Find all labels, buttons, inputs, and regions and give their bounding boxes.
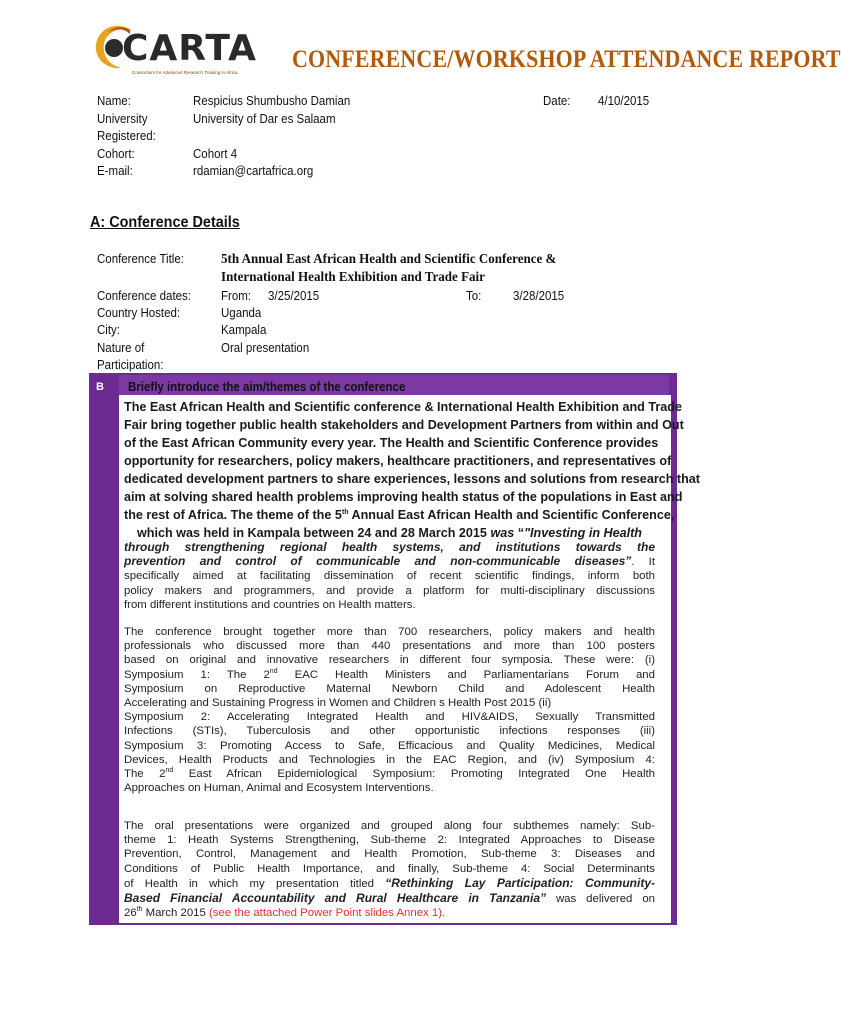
p1b-text: . It (631, 556, 655, 569)
p1-italic: was (490, 526, 515, 540)
university-value: University of Dar es Salaam (193, 112, 336, 126)
p1-line: opportunity for researchers, policy makers, healthcare practitioners, and representatives of (124, 454, 672, 468)
aims-paragraph-1b (124, 540, 655, 612)
university-label-1: University (97, 112, 148, 126)
country-label: Country Hosted: (97, 306, 181, 320)
date-value: 4/10/2015 (598, 94, 650, 108)
nature-value: Oral presentation (221, 341, 310, 355)
p1-line (124, 506, 675, 524)
p3-line (124, 891, 655, 906)
report-title: CONFERENCE/WORKSHOP ATTENDANCE REPORT (292, 44, 841, 73)
section-b-letter: B (96, 381, 104, 393)
p1-text: the rest of Africa. The theme of the 5 (124, 508, 342, 522)
p3-period: . (442, 907, 446, 920)
p3-line: The oral presentations were organized and grouped along four subthemes namely: Sub- (124, 820, 655, 832)
p1b-theme-end: prevention and control of communicable and non-communicable diseases” (124, 554, 632, 569)
p1-text: which was held in Kampala between 24 and 28 March 2015 (136, 526, 491, 540)
carta-logo (92, 22, 258, 80)
p3-line (124, 906, 655, 920)
nature-label-1: Nature of (97, 341, 145, 355)
p2-text: East African Epidemiological Symposium: Promoting Integrated One Health (173, 768, 655, 781)
email-label: E-mail: (97, 164, 133, 178)
city-value: Kampala (221, 323, 267, 337)
p1-line: of the East African Community every year. The Health and Scientific Conference provides (124, 436, 659, 450)
p2-text: EAC Health Ministers and Parliamentarians Forum and (277, 668, 655, 681)
p1-line: dedicated development partners to share experiences, lessons and solutions from research that (124, 472, 700, 486)
section-b-box (89, 373, 700, 925)
p1-text: Annual East African Health and Scientific Conference, (348, 508, 675, 522)
date-label: Date: (543, 94, 571, 108)
p1-line: aim at solving shared health problems improving health status of the populations in East and (124, 490, 683, 504)
conference-title-value (221, 251, 556, 287)
p1b-line: specifically aimed at facilitating dissemination of recent scientific findings, inform both (124, 570, 655, 583)
cohort-value: Cohort 4 (193, 147, 238, 161)
p1-superscript: th (341, 508, 349, 516)
p2-line: Devices, Health Products and Technologies in the EAC Region, and (iv) Symposium 4: (124, 753, 655, 766)
aims-paragraph-1 (124, 398, 700, 542)
from-label: From: (221, 289, 252, 303)
p3-line: theme 1: Heath Systems Strengthening, Sub-theme 2: Integrated Approaches to Disease (124, 834, 655, 847)
p1b-line: through strengthening regional health systems, and institutions towards the (124, 540, 655, 554)
p1-line: The East African Health and Scientific conference & International Health Exhibition and Trade (124, 400, 682, 414)
p3-presentation-title: “Rethinking Lay Participation: Community- (385, 875, 655, 890)
to-value: 3/28/2015 (513, 289, 565, 303)
p2-line: professionals who discussed more than 440 presentations and more than 100 posters (124, 640, 655, 653)
p1b-line: from different institutions and countries on Health matters. (124, 598, 416, 611)
p1b-line: policy makers and programmers, and provide a platform for multi-disciplinary discussions (124, 584, 655, 597)
logo-subtitle: Consortium for Advanced Research Training in Africa (132, 70, 238, 75)
to-label: To: (466, 289, 482, 303)
p3-text: 26 (124, 907, 137, 920)
p3-line (124, 876, 655, 891)
section-b-content (119, 395, 700, 923)
p3-superscript: th (136, 906, 143, 914)
email-value: rdamian@cartafrica.org (193, 164, 314, 178)
p2-line: Symposium 2: Accelerating Integrated Health and HIV&AIDS, Sexually Transmitted (124, 711, 655, 724)
nature-label-2: Participation: (97, 358, 164, 372)
city-label: City: (97, 323, 120, 337)
p3-text: March 2015 (142, 907, 209, 920)
p2-line: based on original and innovative researchers in different four symposia. These were: (i) (124, 654, 655, 667)
conference-title-line-1: 5th Annual East African Health and Scientific Conference & (221, 252, 557, 267)
p1-quote: “ (514, 526, 525, 540)
p3-line: Conditions of Public Health Importance, and finally, Sub-theme 4: Social Determinants (124, 862, 655, 875)
name-label: Name: (97, 94, 131, 108)
p1b-line (124, 554, 655, 569)
conference-title-label: Conference Title: (97, 252, 184, 266)
p2-line: Accelerating and Sustaining Progress in Women and Children s Health Post 2015 (ii) (124, 697, 552, 710)
p2-text: Symposium 1: The 2 (124, 668, 270, 681)
p2-line: Approaches on Human, Animal and Ecosystem Interventions. (124, 782, 434, 795)
name-value: Respicius Shumbusho Damian (193, 94, 351, 108)
p3-line: Prevention, Control, Management and Health Promotion, Sub-theme 3: Diseases and (124, 848, 655, 861)
country-value: Uganda (221, 306, 262, 320)
p2-text: The 2 (124, 768, 166, 781)
cohort-label: Cohort: (97, 147, 135, 161)
p2-line: The conference brought together more than 700 researchers, policy makers and health (124, 626, 655, 638)
from-value: 3/25/2015 (268, 289, 320, 303)
p3-presentation-title: Based Financial Accountability and Rural Healthcare in Tanzania” (124, 891, 546, 906)
section-b-header (119, 375, 669, 395)
p3-text: of Health in which my presentation titled (124, 877, 386, 890)
section-a-heading: A: Conference Details (90, 214, 240, 231)
section-b-heading: Briefly introduce the aim/themes of the conference (128, 380, 406, 394)
p1-theme: "Investing in Health (524, 526, 642, 540)
p2-superscript: nd (165, 767, 174, 775)
aims-paragraph-2 (124, 625, 655, 795)
p2-line: Infections (STIs), Tuberculosis and other opportunistic infections responses (iii) (124, 725, 655, 738)
p2-line: Symposium 3: Promoting Access to Safe, Efficacious and Quality Medicines, Medical (124, 739, 655, 752)
conference-dates-label: Conference dates: (97, 289, 191, 303)
p2-superscript: nd (269, 667, 278, 675)
conference-title-line-2: International Health Exhibition and Trade Fair (221, 270, 485, 285)
p2-line (124, 767, 655, 781)
university-label-2: Registered: (97, 129, 156, 143)
p1-line: Fair bring together public health stakeholders and Development Partners from within and Out (124, 418, 684, 432)
p2-line: Symposium on Reproductive Maternal Newborn Child and Adolescent Health (124, 682, 655, 695)
aims-paragraph-3 (124, 819, 655, 920)
logo-wordmark: CARTA (122, 28, 258, 69)
annex-reference: (see the attached Power Point slides Annex 1) (209, 907, 443, 920)
p2-line (124, 668, 655, 682)
p3-text: was delivered on (546, 893, 655, 906)
